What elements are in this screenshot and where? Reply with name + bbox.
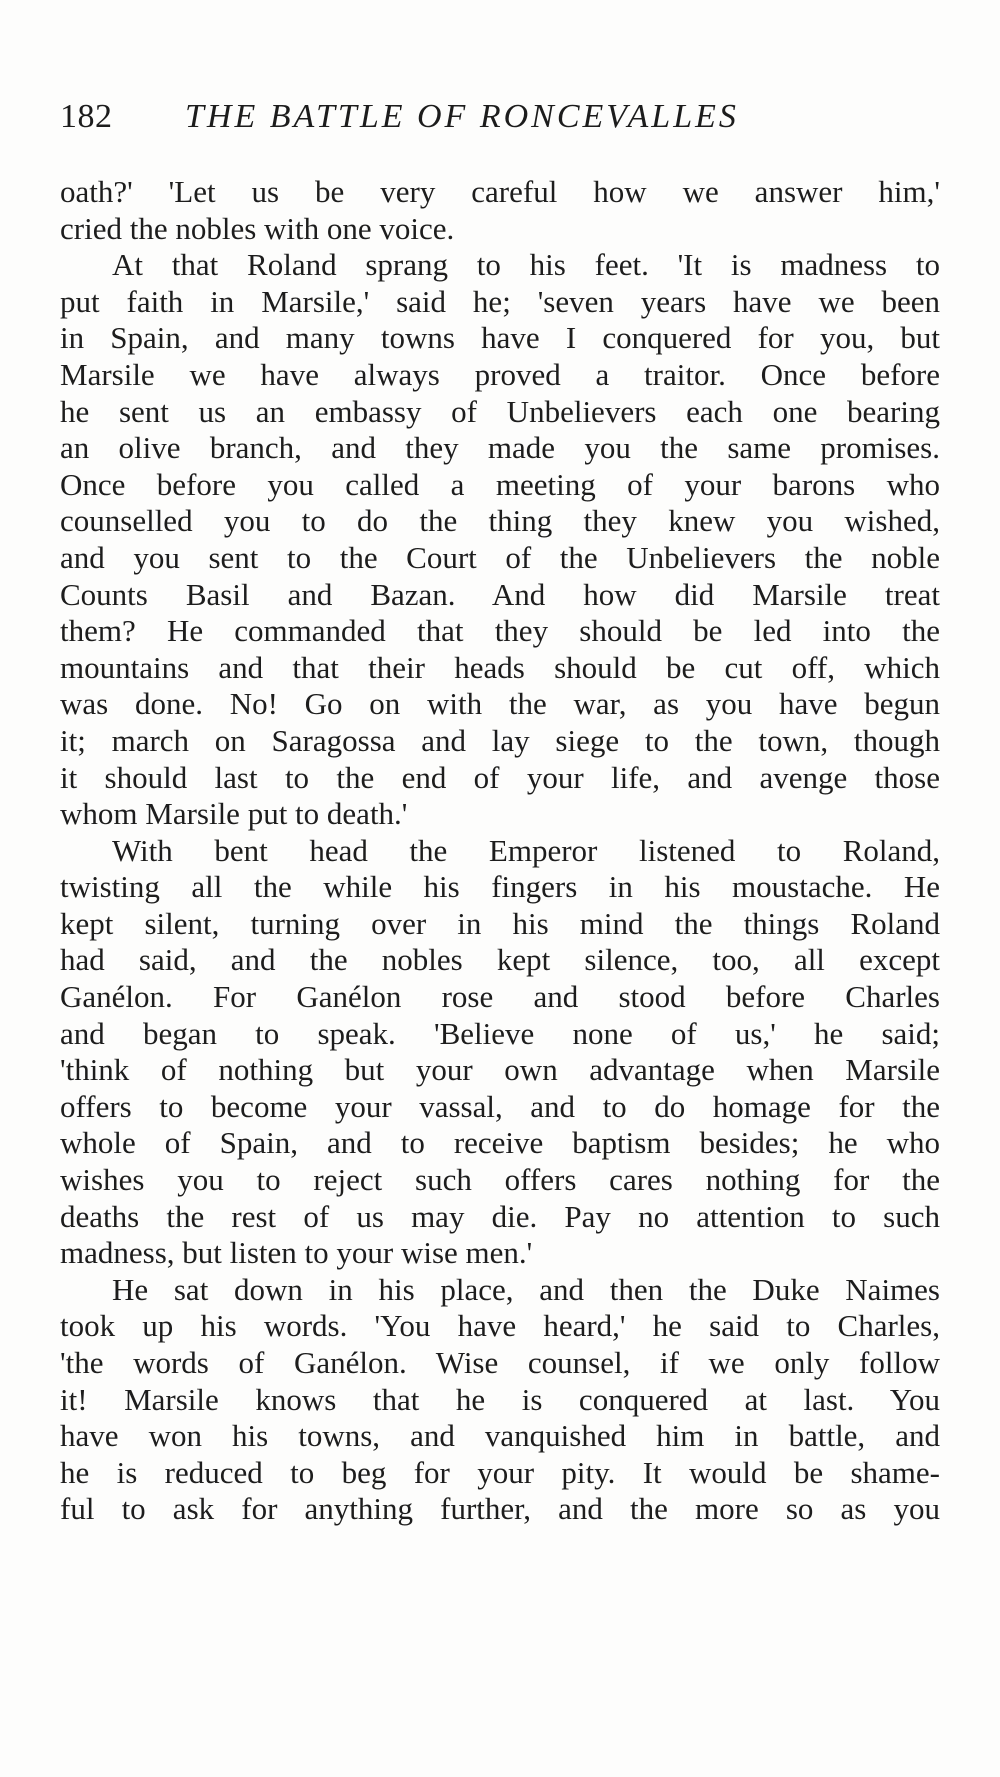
text-line: took up his words. 'You have heard,' he said to Charles, xyxy=(60,1308,940,1344)
text-line: it; march on Saragossa and lay siege to the town, though xyxy=(60,722,940,758)
text-line: 'the words of Ganélon. Wise counsel, if we only follow xyxy=(60,1345,940,1380)
text-line: offers to become your vassal, and to do homage for the xyxy=(60,1088,940,1124)
text-line: had said, and the nobles kept silence, too, all except xyxy=(60,942,940,978)
text-line: it! Marsile knows that he is conquered at last. You xyxy=(60,1381,940,1417)
text-line: was done. No! Go on with the war, as you have begun xyxy=(60,686,940,722)
page-header xyxy=(60,98,940,150)
text-line: At that Roland sprang to his feet. 'It is madness to xyxy=(112,247,940,283)
page-number: 182 xyxy=(60,98,113,135)
text-line: ful to ask for anything further, and the more so as you xyxy=(60,1491,940,1527)
paragraph xyxy=(60,1272,940,1528)
paragraph xyxy=(60,247,940,833)
text-line: in Spain, and many towns have I conquered for you, but xyxy=(60,320,940,356)
text-line: wishes you to reject such offers cares nothing for the xyxy=(60,1162,940,1198)
text-line: 'think of nothing but your own advantage when Marsile xyxy=(60,1052,940,1088)
text-line: With bent head the Emperor listened to Roland, xyxy=(112,832,940,868)
text-line: twisting all the while his fingers in his moustache. He xyxy=(60,869,940,905)
text-line: He sat down in his place, and then the Duke Naimes xyxy=(112,1271,940,1307)
text-line: and you sent to the Court of the Unbelievers the noble xyxy=(60,539,940,575)
text-line: oath?' 'Let us be very careful how we answer him,' xyxy=(60,174,940,209)
text-line: whom Marsile put to death.' xyxy=(60,796,408,832)
text-line: have won his towns, and vanquished him in battle, and xyxy=(60,1418,940,1454)
text-line: Counts Basil and Bazan. And how did Marsile treat xyxy=(60,576,940,612)
text-line: them? He commanded that they should be led into the xyxy=(60,613,940,649)
text-line: cried the nobles with one voice. xyxy=(60,210,455,246)
text-line: an olive branch, and they made you the same promises. xyxy=(60,430,940,466)
body-text xyxy=(60,174,940,1528)
text-line: whole of Spain, and to receive baptism besides; he who xyxy=(60,1125,940,1161)
text-line: counselled you to do the thing they knew you wished, xyxy=(60,503,940,539)
text-line: it should last to the end of your life, and avenge those xyxy=(60,759,940,795)
text-line: Marsile we have always proved a traitor. Once before xyxy=(60,356,940,392)
text-line: deaths the rest of us may die. Pay no attention to such xyxy=(60,1198,940,1234)
paragraph xyxy=(60,174,940,247)
text-line: kept silent, turning over in his mind the things Roland xyxy=(60,905,940,941)
text-line: he sent us an embassy of Unbelievers each one bearing xyxy=(60,393,940,429)
running-title: THE BATTLE OF RONCEVALLES xyxy=(185,98,739,135)
text-line: and began to speak. 'Believe none of us,' he said; xyxy=(60,1015,940,1051)
text-line: Ganélon. For Ganélon rose and stood before Charles xyxy=(60,979,940,1015)
text-line: put faith in Marsile,' said he; 'seven years have we been xyxy=(60,283,940,319)
text-line: mountains and that their heads should be cut off, which xyxy=(60,649,940,685)
text-line: he is reduced to beg for your pity. It would be shame- xyxy=(60,1454,940,1490)
text-line: madness, but listen to your wise men.' xyxy=(60,1235,533,1271)
text-line: Once before you called a meeting of your barons who xyxy=(60,466,940,502)
paragraph xyxy=(60,833,940,1272)
